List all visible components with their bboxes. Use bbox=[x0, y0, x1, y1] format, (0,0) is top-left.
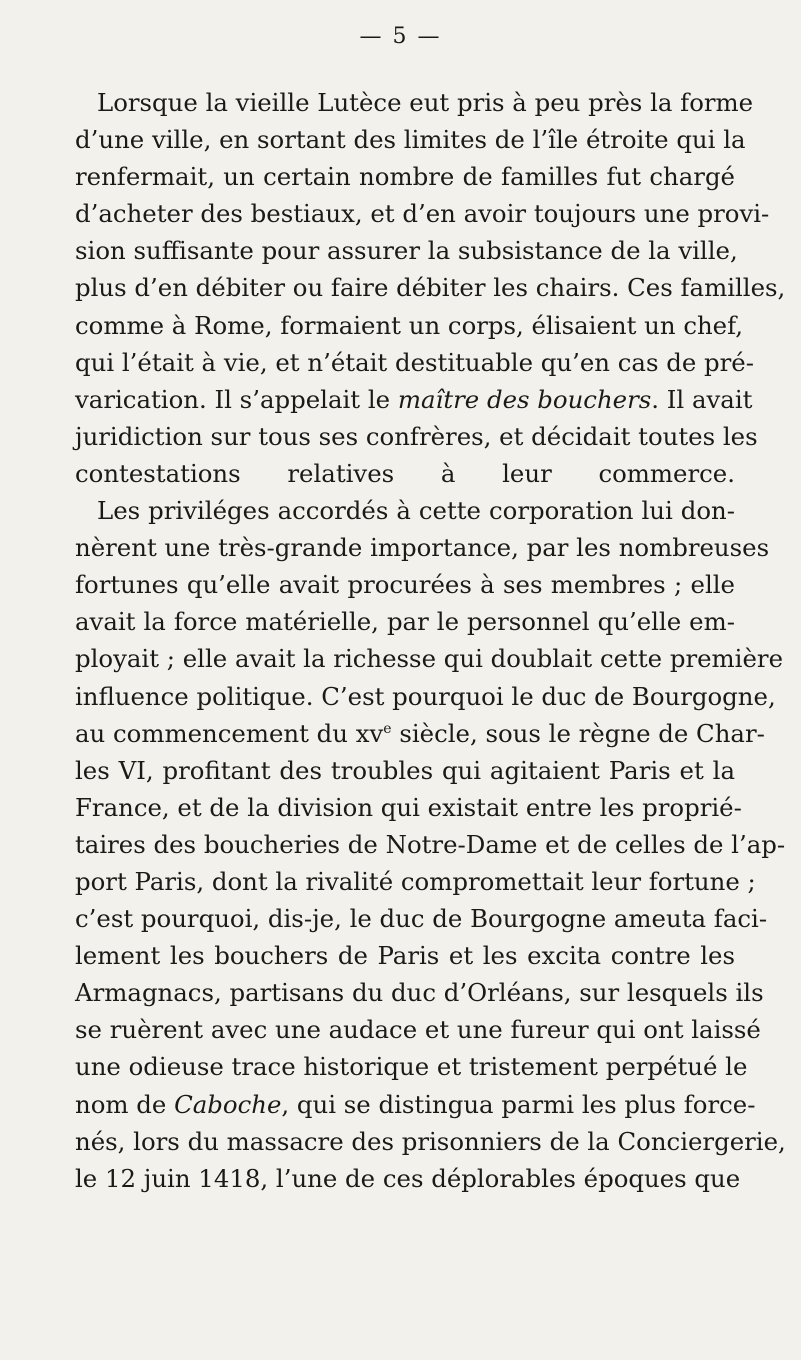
text-line: France, et de la division qui existait entre les proprié- bbox=[75, 792, 742, 822]
text-run: , qui se distingua parmi les plus force- bbox=[281, 1089, 756, 1119]
text-line: avait la force matérielle, par le personnel qu’elle em- bbox=[75, 607, 735, 637]
text-line: ployait ; elle avait la richesse qui doublait cette première bbox=[75, 644, 784, 674]
text-run: . Il avait bbox=[651, 384, 753, 414]
text-line: fortunes qu’elle avait procurées à ses membres ; elle bbox=[75, 570, 735, 600]
text-line: renfermait, un certain nombre de familles fut chargé bbox=[75, 162, 735, 192]
text-line: comme à Rome, formaient un corps, élisaient un chef, bbox=[75, 310, 744, 340]
text-line: port Paris, dont la rivalité compromettait leur fortune ; bbox=[75, 866, 756, 896]
text-line: les VI, profitant des troubles qui agitaient Paris et la bbox=[75, 755, 735, 785]
text-run: au commencement du xv bbox=[75, 718, 384, 748]
text-line: c’est pourquoi, dis-je, le duc de Bourgogne ameuta faci- bbox=[75, 904, 768, 934]
text-line: nèrent une très-grande importance, par les nombreuses bbox=[75, 533, 770, 563]
text-line: d’une ville, en sortant des limites de l’île étroite qui la bbox=[75, 125, 746, 155]
text-line: d’acheter des bestiaux, et d’en avoir toujours une provi- bbox=[75, 199, 770, 229]
italic-text: Caboche bbox=[174, 1089, 282, 1119]
italic-text: maître des bouchers bbox=[397, 384, 652, 414]
text-line bbox=[75, 1086, 756, 1123]
text-line: Lorsque la vieille Lutèce eut pris à peu près la forme bbox=[97, 88, 754, 117]
text-line: lement les bouchers de Paris et les excita contre les bbox=[75, 941, 735, 971]
text-line: Les priviléges accordés à cette corporation lui don- bbox=[97, 496, 735, 526]
text-line: le 12 juin 1418, l’une de ces déplorables époques que bbox=[75, 1163, 741, 1193]
text-run: varication. Il s’appelait le bbox=[75, 384, 398, 414]
body-text bbox=[75, 84, 786, 1197]
text-line bbox=[75, 381, 753, 418]
text-line: contestations relatives à leur commerce. bbox=[75, 458, 735, 488]
page-number: — 5 — bbox=[359, 24, 442, 49]
text-line bbox=[75, 715, 765, 752]
text-line: sion suffisante pour assurer la subsistance de la ville, bbox=[75, 236, 738, 266]
text-line: juridiction sur tous ses confrères, et décidait toutes les bbox=[75, 421, 758, 451]
text-line: influence politique. C’est pourquoi le duc de Bourgogne, bbox=[75, 681, 776, 711]
text-line: qui l’était à vie, et n’était destituable qu’en cas de pré- bbox=[75, 347, 754, 377]
text-line: nés, lors du massacre des prisonniers de la Conciergerie, bbox=[75, 1126, 786, 1156]
text-line: Armagnacs, partisans du duc d’Orléans, sur lesquels ils bbox=[75, 978, 764, 1008]
text-line: se ruèrent avec une audace et une fureur qui ont laissé bbox=[75, 1015, 761, 1045]
superscript: e bbox=[383, 720, 392, 737]
text-line: une odieuse trace historique et tristement perpétué le bbox=[75, 1052, 748, 1082]
text-line: plus d’en débiter ou faire débiter les chairs. Ces familles, bbox=[75, 273, 786, 303]
text-line: taires des boucheries de Notre-Dame et de celles de l’ap- bbox=[75, 829, 786, 859]
text-run: nom de bbox=[75, 1089, 175, 1119]
text-run: siècle, sous le règne de Char- bbox=[391, 718, 765, 748]
